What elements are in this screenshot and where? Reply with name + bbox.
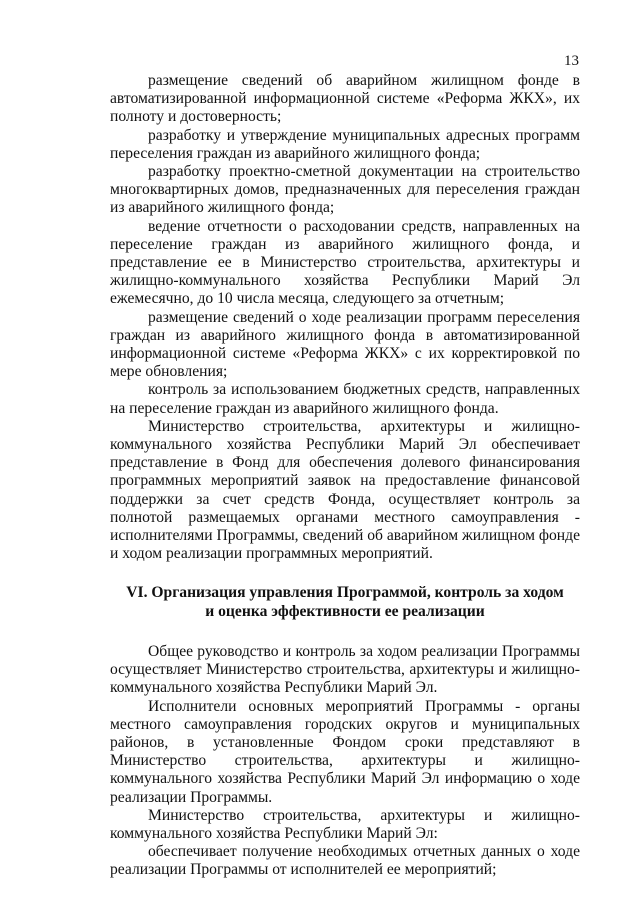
paragraph: разработку проектно-сметной документации на строительство многоквартирных домов, предназначенных для переселения граждан из аварийного жилищного фонда; (110, 163, 580, 217)
paragraph: Министерство строительства, архитектуры и жилищно-коммунального хозяйства Республики Марий Эл обеспечивает представление в Фонд для обеспечения долевого финансирования программных мероприятий заявок на предоставление финансовой поддержки за счет средств Фонда, осуществляет контроль за полнотой размещаемых органами местного самоуправления - исполнителями Программы, сведений об аварийном жилищном фонде и ходом реализации программных мероприятий. (110, 417, 580, 563)
paragraph: Министерство строительства, архитектуры и жилищно-коммунального хозяйства Республики Марий Эл: (110, 806, 580, 842)
paragraph: контроль за использованием бюджетных средств, направленных на переселение граждан из аварийного жилищного фонда. (110, 381, 580, 417)
paragraph: обеспечивает получение необходимых отчетных данных о ходе реализации Программы от исполнителей ее мероприятий; (110, 843, 580, 879)
page-number: 13 (564, 53, 579, 69)
section-heading-line: и оценка эффективности ее реализации (205, 602, 485, 620)
document-body (110, 72, 580, 880)
paragraph: Исполнители основных мероприятий Программы - органы местного самоуправления городских округов и муниципальных районов, в установленные Фондом сроки представляют в Министерство строительства, архитектуры и жилищно-коммунального хозяйства Республики Марий Эл информацию о ходе реализации Программы. (110, 697, 580, 806)
section-heading-line: VI. Организация управления Программой, контроль за ходом (126, 584, 564, 602)
paragraph: размещение сведений об аварийном жилищном фонде в автоматизированной информационной системе «Реформа ЖКХ», их полноту и достоверность; (110, 72, 580, 126)
paragraph: ведение отчетности о расходовании средств, направленных на переселение граждан из аварийного жилищного фонда, и представление ее в Министерство строительства, архитектуры и жилищно-коммунального хозяйства Республики Марий Эл ежемесячно, до 10 числа месяца, следующего за отчетным; (110, 217, 580, 308)
section-heading (110, 584, 580, 620)
paragraph: размещение сведений о ходе реализации программ переселения граждан из аварийного жилищного фонда в автоматизированной информационной системе «Реформа ЖКХ» с их корректировкой по мере обновления; (110, 308, 580, 381)
paragraph: разработку и утверждение муниципальных адресных программ переселения граждан из аварийного жилищного фонда; (110, 126, 580, 162)
paragraph: Общее руководство и контроль за ходом реализации Программы осуществляет Министерство строительства, архитектуры и жилищно-коммунального хозяйства Республики Марий Эл. (110, 642, 580, 697)
